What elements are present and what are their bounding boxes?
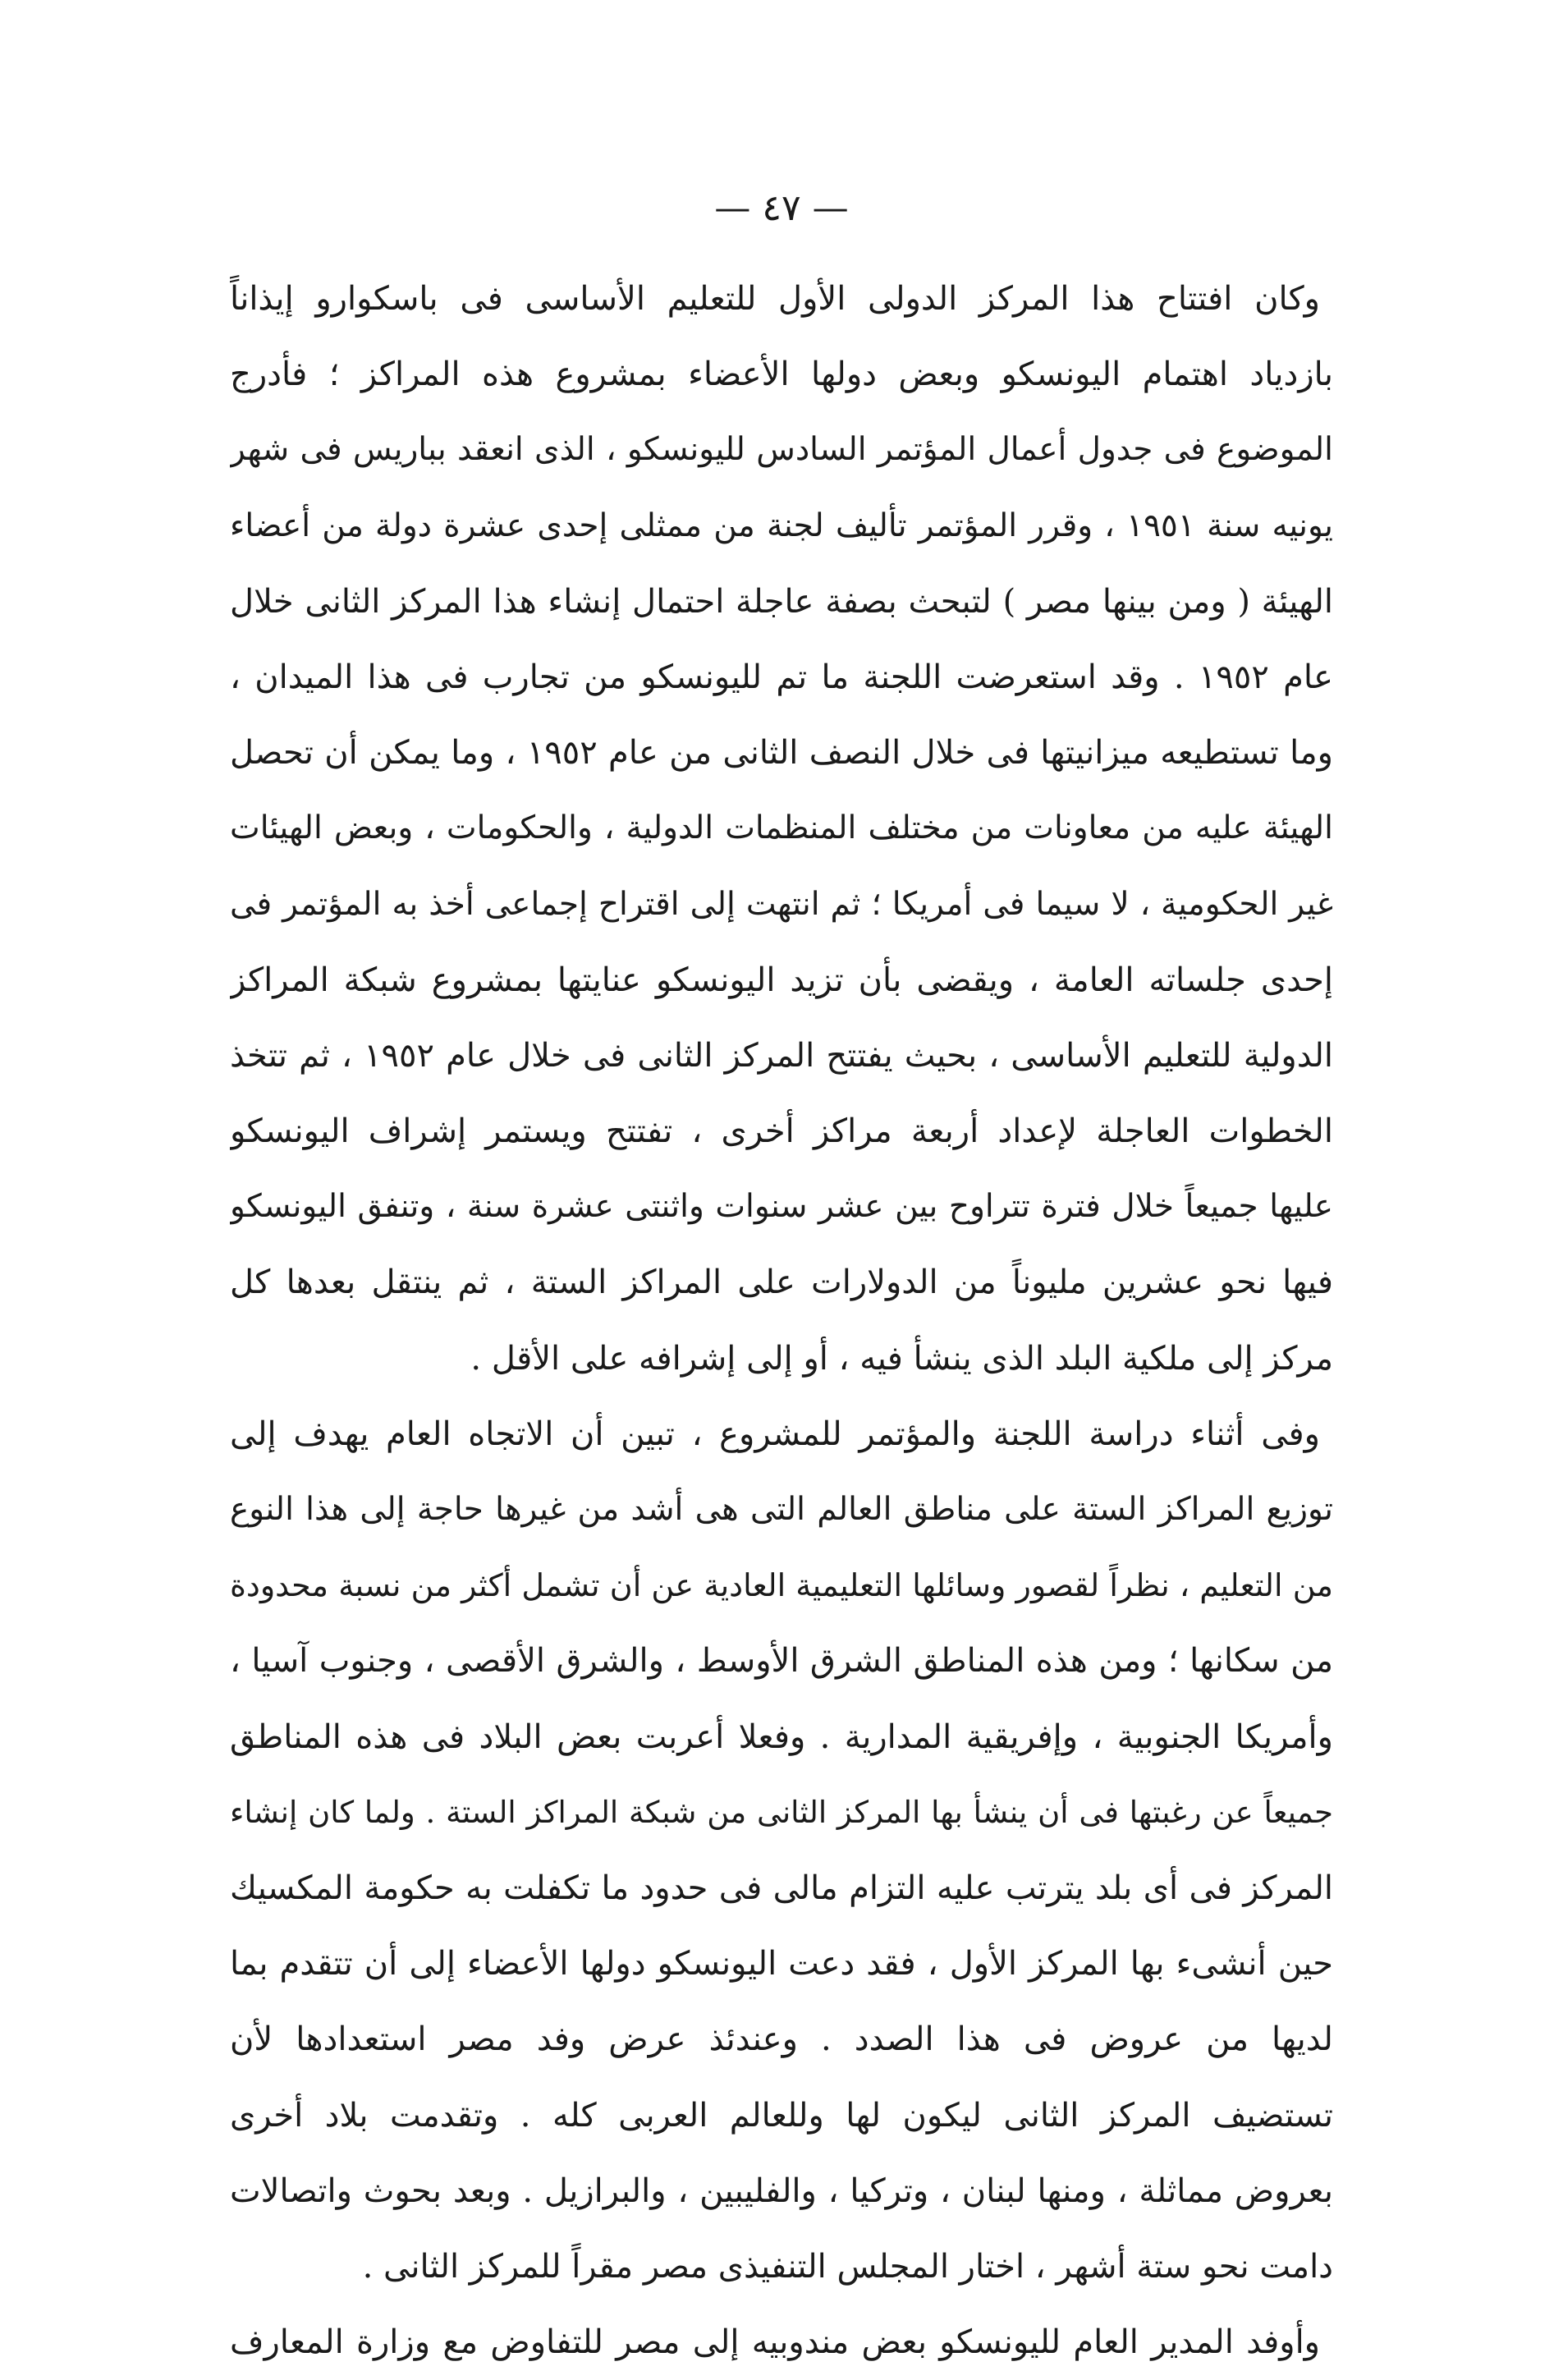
text-line: بازدياد اهتمام اليونسكو وبعض دولها الأعضاء بمشروع هذه المراكز ؛ فأدرج — [230, 355, 1333, 394]
text-line: من التعليم ، نظراً لقصور وسائلها التعليمية العادية عن أن تشمل أكثر من نسبة محدودة — [230, 1567, 1333, 1604]
text-line: بعروض مماثلة ، ومنها لبنان ، وتركيا ، والفليبين ، والبرازيل . وبعد بحوث واتصالات — [230, 2171, 1333, 2210]
text-line: وأوفد المدير العام لليونسكو بعض مندوبيه إلى مصر للتفاوض مع وزارة المعارف — [230, 2323, 1321, 2362]
text-line: فيها نحو عشرين مليوناً من الدولارات على المراكز الستة ، ثم ينتقل بعدها كل — [230, 1263, 1333, 1302]
text-line: وكان افتتاح هذا المركز الدولى الأول للتعليم الأساسى فى باسكوارو إيذاناً — [230, 280, 1320, 318]
text-line: من سكانها ؛ ومن هذه المناطق الشرق الأوسط ، والشرق الأقصى ، وجنوب آسيا ، — [230, 1642, 1333, 1681]
text-line: الدولية للتعليم الأساسى ، بحيث يفتتح المركز الثانى فى خلال عام ١٩٥٢ ، ثم تتخذ — [230, 1036, 1333, 1075]
text-line: المركز فى أى بلد يترتب عليه التزام مالى فى حدود ما تكفلت به حكومة المكسيك — [230, 1869, 1333, 1907]
text-line: الهيئة ( ومن بينها مصر ) لتبحث بصفة عاجلة احتمال إنشاء هذا المركز الثانى خلال — [230, 582, 1333, 621]
text-line: وأمريكا الجنوبية ، وإفريقية المدارية . وفعلا أعربت بعض البلاد فى هذه المناطق — [230, 1717, 1333, 1756]
text-line: جميعاً عن رغبتها فى أن ينشأ بها المركز الثانى من شبكة المراكز الستة . ولما كان إنشاء — [230, 1794, 1333, 1830]
body-text — [230, 261, 1333, 2380]
text-line: غير الحكومية ، لا سيما فى أمريكا ؛ ثم انتهت إلى اقتراح إجماعى أخذ به المؤتمر فى — [230, 885, 1333, 923]
text-line: الهيئة عليه من معاونات من مختلف المنظمات الدولية ، والحكومات ، وبعض الهيئات — [230, 809, 1333, 847]
text-line: عليها جميعاً خلال فترة تتراوح بين عشر سنوات واثنتى عشرة سنة ، وتنفق اليونسكو — [230, 1188, 1333, 1226]
text-line: لديها من عروض فى هذا الصدد . وعندئذ عرض وفد مصر استعدادها لأن — [230, 2020, 1333, 2059]
text-line: إحدى جلساته العامة ، ويقضى بأن تزيد اليونسكو عنايتها بمشروع شبكة المراكز — [230, 961, 1333, 999]
text-line: الخطوات العاجلة لإعداد أربعة مراكز أخرى ، تفتتح ويستمر إشراف اليونسكو — [230, 1112, 1333, 1151]
text-line: تستضيف المركز الثانى ليكون لها وللعالم العربى كله . وتقدمت بلاد أخرى — [230, 2096, 1333, 2135]
text-line: وما تستطيعه ميزانيتها فى خلال النصف الثانى من عام ١٩٥٢ ، وما يمكن أن تحصل — [230, 734, 1333, 773]
text-line: حين أنشىء بها المركز الأول ، فقد دعت اليونسكو دولها الأعضاء إلى أن تتقدم بما — [230, 1945, 1333, 1983]
text-line: دامت نحو ستة أشهر ، اختار المجلس التنفيذى مصر مقراً للمركز الثانى . — [362, 2247, 1333, 2286]
text-line: مركز إلى ملكية البلد الذى ينشأ فيه ، أو إلى إشرافه على الأقل . — [470, 1339, 1333, 1378]
text-line: وفى أثناء دراسة اللجنة والمؤتمر للمشروع ، تبين أن الاتجاه العام يهدف إلى — [230, 1415, 1320, 1453]
text-line: توزيع المراكز الستة على مناطق العالم التى هى أشد من غيرها حاجة إلى هذا النوع — [230, 1491, 1333, 1528]
text-line: الموضوع فى جدول أعمال المؤتمر السادس لليونسكو ، الذى انعقد بباريس فى شهر — [230, 431, 1333, 469]
text-line: يونيه سنة ١٩٥١ ، وقرر المؤتمر تأليف لجنة من ممثلى إحدى عشرة دولة من أعضاء — [230, 507, 1333, 544]
page-number: — ٤٧ — — [714, 187, 849, 229]
text-line: عام ١٩٥٢ . وقد استعرضت اللجنة ما تم لليونسكو من تجارب فى هذا الميدان ، — [230, 658, 1333, 696]
